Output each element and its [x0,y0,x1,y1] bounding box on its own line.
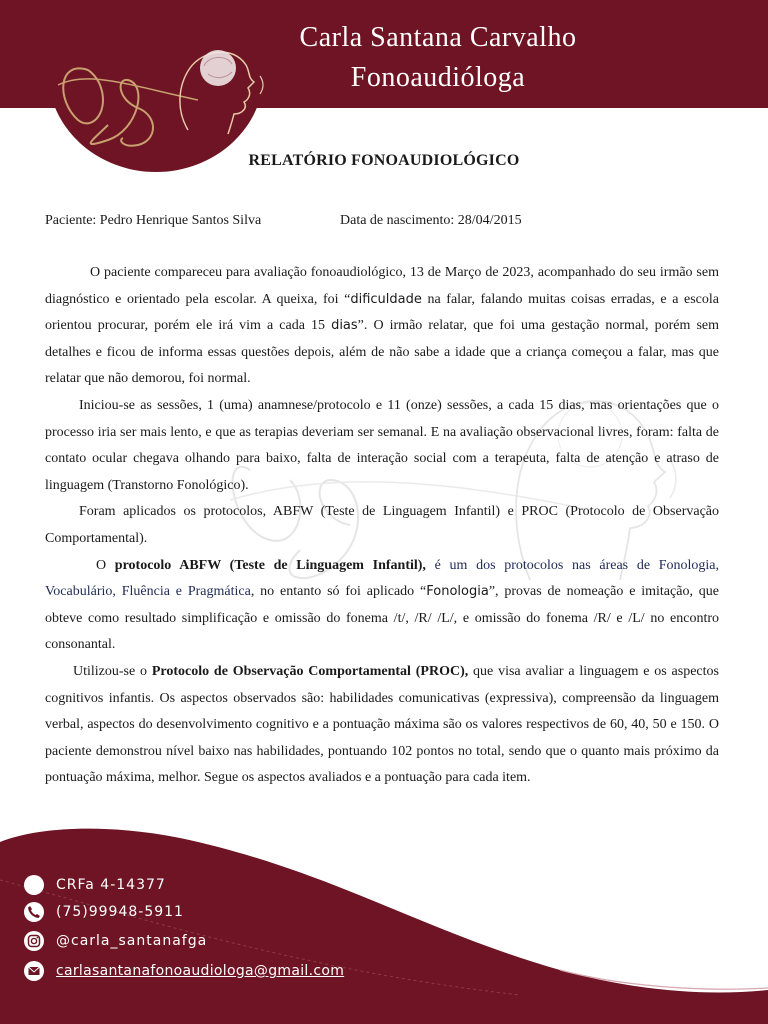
paragraph-5: Utilizou-se o Protocolo de Observação Comportamental (PROC), que visa avaliar a linguagem e os aspectos cognitivos infantis. Os aspectos observados são: habilidades comunicativas (expressiva), compreensão da linguagem verbal, aspectos do desenvolvimento cognitivo e a pontuação máxima são os valores respectivos de 60, 40, 50 e 150. O paciente demonstrou nível baixo nas habilidades, pontuando 102 pontos no total, sendo que o quanto mais próximo da pontuação máxima, melhor. Segue os aspectos avaliados e a pontuação para cada item. [45,663,719,786]
badge-icon [24,875,44,895]
crfa-contact: CRFa 4-14377 [24,874,166,896]
birth-date: Data de nascimento: 28/04/2015 [340,213,522,228]
patient-name: Paciente: Pedro Henrique Santos Silva [45,213,262,228]
email-contact[interactable] [24,960,344,982]
instagram-contact[interactable]: @carla_santanafga [24,930,207,952]
email-icon [24,961,44,981]
email-link[interactable]: carlasantanafonoaudiologa@gmail.com [56,963,345,979]
paragraph-4: O protocolo ABFW (Teste de Linguagem Infantil), é um dos protocolos nas áreas de Fonologia, Vocabulário, Fluência e Pragmática, no entanto só foi aplicado “Fonologia”, provas de nomeação e imitação, que obteve como resultado simplificação e omissão do fonema /t/, /R/ /L/, e omissão do fonema /R/ e /L/ no encontro consonantal. [45,557,720,653]
paragraph-1: O paciente compareceu para avaliação fonoaudiológico, 13 de Março de 2023, acompanhado do seu irmão sem diagnóstico e orientado pela escolar. A queixa, foi “dificuldade na falar, falando muitas coisas erradas, e a escola orientou procurar, porém ele irá vim a cada 15 dias”. O irmão relatar, que foi uma gestação normal, porém sem detalhes e ficou de informa essas questões depois, além de não sabe a idade que a criança começou a falar, mas que relatar que não demorou, foi normal. [45,265,719,387]
instagram-icon [24,931,44,951]
logo-emblem [48,0,264,170]
phone-contact[interactable]: (75)99948-5911 [24,901,184,923]
paragraph-3: Foram aplicados os protocolos, ABFW (Teste de Linguagem Infantil) e PROC (Protocolo de Observação Comportamental). [45,504,719,546]
phone-icon [24,902,44,922]
document-title: RELATÓRIO FONOAUDIOLÓGICO [248,152,520,169]
report-body [45,260,719,792]
paragraph-2: Iniciou-se as sessões, 1 (uma) anamnese/protocolo e 11 (onze) sessões, a cada 15 dias, mas orientações que o processo iria ser mais lento, e que as terapias deveriam ser semanal. E na avaliação observacional livres, foram: falta de contato ocular chegava olhando para baixo, falta de interação social com a terapeuta, falta de atenção e atraso de linguagem (Transtorno Fonológico). [45,397,719,493]
professional-title: Fonoaudióloga [350,62,526,93]
professional-name: Carla Santana Carvalho [299,22,577,53]
